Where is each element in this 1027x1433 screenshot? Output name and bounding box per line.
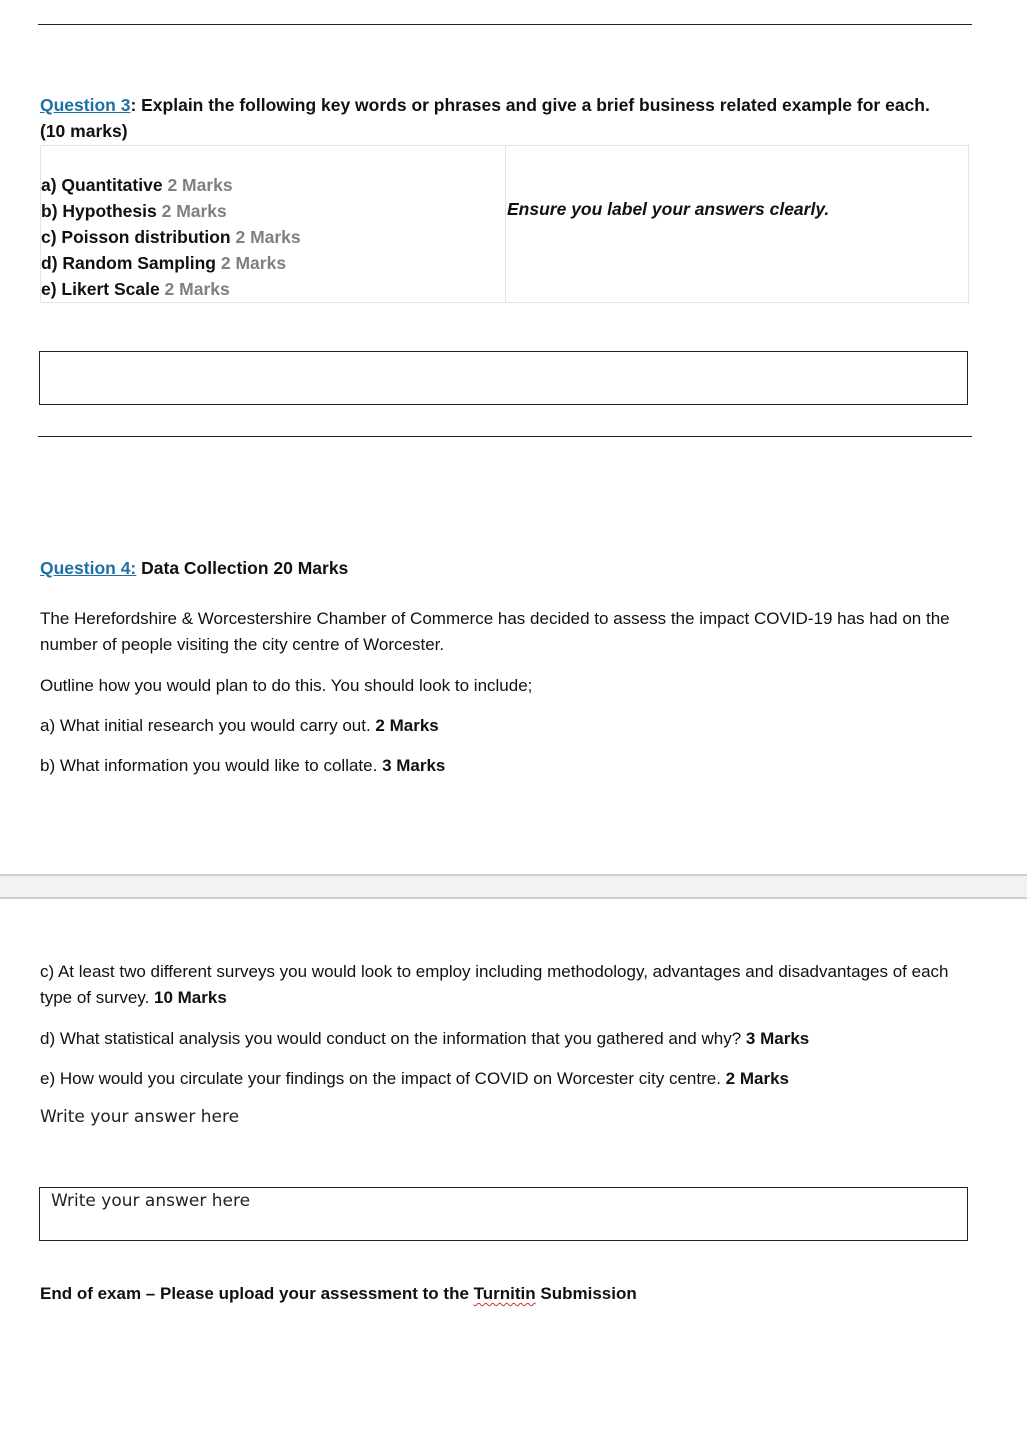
write-answer-prompt: Write your answer here — [40, 1107, 240, 1127]
question-3-items-cell — [41, 146, 506, 303]
spellcheck-word: Turnitin — [473, 1284, 536, 1303]
end-of-exam-notice: End of exam – Please upload your assessment to the Turnitin Submission — [40, 1284, 637, 1303]
question-3-table — [40, 145, 969, 303]
list-item: d) Random Sampling 2 Marks — [41, 253, 287, 273]
answer-placeholder[interactable]: Write your answer here — [51, 1191, 251, 1211]
list-item: b) Hypothesis 2 Marks — [41, 201, 227, 221]
question-4-part-d: d) What statistical analysis you would conduct on the information that you gathered and why? 3 Marks — [40, 1029, 810, 1048]
question-4-heading-text: Data Collection 20 Marks — [136, 558, 349, 578]
question-4-part-a: a) What initial research you would carry out. 2 Marks — [40, 716, 439, 735]
question-3-link[interactable]: Question 3 — [40, 95, 131, 115]
section-divider — [38, 436, 972, 437]
question-4-part-b: b) What information you would like to collate. 3 Marks — [40, 756, 446, 775]
page-break — [0, 874, 1027, 899]
question-4-link[interactable]: Question 4: — [40, 558, 137, 578]
question-3-heading-text: : Explain the following key words or phrases and give a brief business related example for each. (10 marks) — [40, 95, 930, 141]
question-4-outline: Outline how you would plan to do this. You should look to include; — [40, 676, 533, 695]
question-4-answer-box[interactable] — [39, 1187, 968, 1241]
question-4-part-c: c) At least two different surveys you would look to employ including methodology, advantages and disadvantages of each type of survey. 10 Marks — [40, 962, 949, 1007]
question-4-part-e: e) How would you circulate your findings on the impact of COVID on Worcester city centre. 2 Marks — [40, 1069, 789, 1088]
label-answers-note: Ensure you label your answers clearly. — [507, 199, 830, 219]
list-item: e) Likert Scale 2 Marks — [41, 279, 230, 299]
question-4-heading — [40, 555, 348, 581]
question-4-intro: The Herefordshire & Worcestershire Chamber of Commerce has decided to assess the impact COVID-19 has had on the number of people visiting the city centre of Worcester. — [40, 609, 950, 654]
question-3-answer-box[interactable] — [39, 351, 968, 405]
question-3-note-cell — [506, 146, 969, 303]
list-item: c) Poisson distribution 2 Marks — [41, 227, 301, 247]
top-divider — [38, 24, 972, 25]
list-item: a) Quantitative 2 Marks — [41, 175, 233, 195]
question-3-heading — [40, 92, 950, 144]
